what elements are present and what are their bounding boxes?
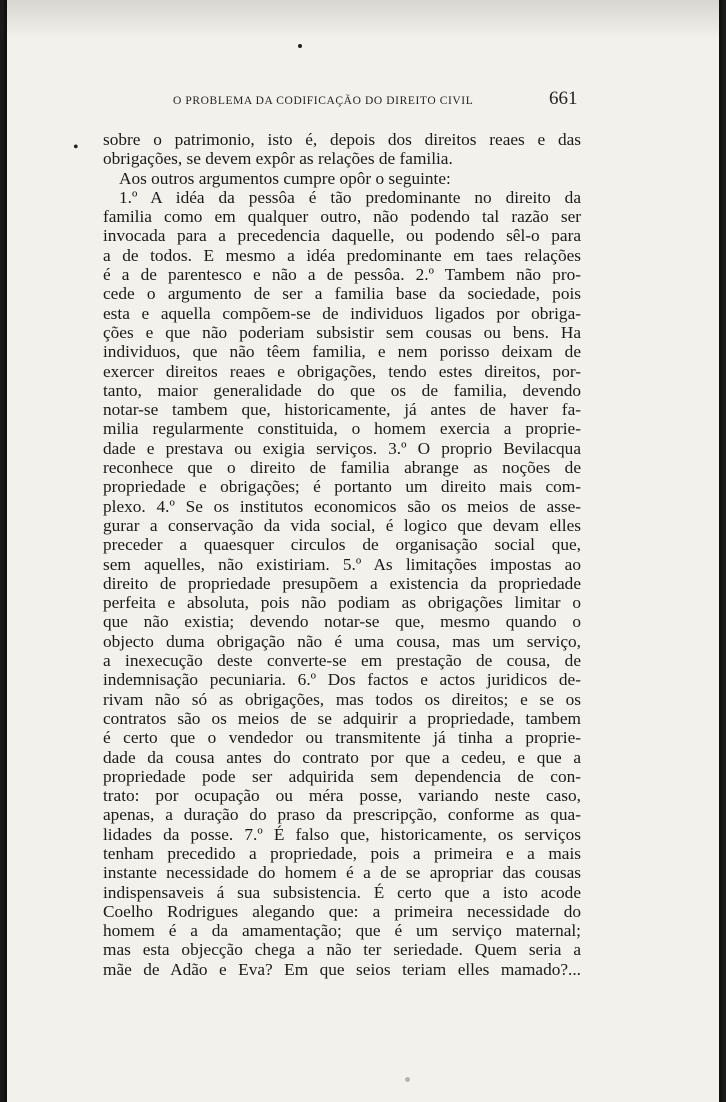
text-line: instante necessidade do homem é a de se apropriar das cousas [103, 863, 581, 883]
page-top-shadow [7, 0, 719, 40]
text-line: ções e que não poderiam subsistir sem cousas ou bens. Ha [103, 322, 581, 342]
text-line: reconhece que o direito de familia abrange as noções de [103, 458, 581, 478]
text-line: sobre o patrimonio, isto é, depois dos direitos reaes e das [103, 130, 581, 149]
text-line: é certo que o vendedor ou transmitente já tinha a proprie- [103, 728, 581, 748]
text-line: 1.º A idéa da pessôa é tão predominante no direito da [119, 187, 581, 207]
text-line: homem é a da amamentação; que é um serviço maternal; [103, 921, 581, 941]
text-line: dade e prestava ou exigia serviços. 3.º O proprio Bevilacqua [103, 438, 581, 458]
text-line: indemnisação pecuniaria. 6.º Dos factos e actos juridicos de- [103, 670, 581, 690]
text-line: tenham precedido a propriedade, pois a primeira e a mais [103, 843, 581, 863]
text-line: tanto, maior generalidade do que os de familia, devendo [103, 380, 581, 400]
text-line: apenas, a duração do praso da prescripção, conforme as qua- [103, 805, 581, 825]
text-line: direito de propriedade presupõem a existencia da propriedade [103, 573, 581, 593]
text-line: mãe de Adão e Eva? Em que seios teriam elles mamado?... [103, 959, 581, 979]
text-line: contratos são os meios de se adquirir a propriedade, tambem [103, 708, 581, 728]
text-line: milia regularmente constituida, o homem exercia a proprie- [103, 419, 581, 439]
text-line: é a de parentesco e não a de pessôa. 2.º Tambem não pro- [103, 265, 581, 285]
text-line: obrigações, se devem expôr as relações de familia. [103, 149, 453, 169]
text-line: rivam não só as obrigações, mas todos os direitos; e se os [103, 689, 581, 709]
text-line: indispensaveis á sua subsistencia. É certo que a isto acode [103, 882, 581, 902]
page-number: 661 [549, 88, 578, 109]
text-line: que não existia; devendo notar-se que, mesmo quando o [103, 612, 581, 632]
body-text [103, 130, 581, 979]
text-line: plexo. 4.º Se os institutos economicos são os meios de asse- [103, 496, 581, 516]
text-line: perfeita e absoluta, pois não podiam as obrigações limitar o [103, 593, 581, 613]
ink-dot [298, 44, 302, 48]
text-line: individuos, que não têem familia, e nem porisso deixam de [103, 342, 581, 362]
text-line: objecto duma obrigação não é uma cousa, mas um serviço, [103, 631, 581, 651]
book-page [4, 0, 722, 1102]
text-line: a de todos. E mesmo a idéa predominante em taes relações [103, 245, 581, 265]
text-line: Coelho Rodrigues alegando que: a primeira necessidade do [103, 901, 581, 921]
text-line: a inexecução deste converte-se em prestação de cousa, de [103, 651, 581, 671]
text-line: familia como em qualquer outro, não podendo tal razão ser [103, 207, 581, 227]
text-line: esta e aquella compõem-se de individuos ligados por obriga- [103, 303, 581, 323]
text-line: propriedade e obrigações; é portanto um direito mais com- [103, 477, 581, 497]
text-line: sem aquelles, não existiriam. 5.º As limitações impostas ao [103, 554, 581, 574]
text-line: exercer direitos reaes e obrigações, tendo estes direitos, por- [103, 361, 581, 381]
running-title: O PROBLEMA DA CODIFICAÇÃO DO DIREITO CIVIL [173, 95, 474, 107]
text-line: dade da cousa antes do contrato por que a cedeu, e que a [103, 747, 581, 767]
text-line: lidades da posse. 7.º É falso que, historicamente, os serviços [103, 824, 581, 844]
text-line: Aos outros argumentos cumpre opôr o seguinte: [119, 168, 451, 188]
paper-speck [405, 1077, 410, 1082]
text-line: cede o argumento de ser a familia base da sociedade, pois [103, 284, 581, 304]
text-line: invocada para a precedencia daquelle, ou podendo sêl-o para [103, 226, 581, 246]
text-line: gurar a conservação da vida social, é logico que devam elles [103, 515, 581, 535]
text-line: propriedade pode ser adquirida sem dependencia de con- [103, 766, 581, 786]
margin-mark: • [73, 139, 79, 156]
text-line: preceder a quaesquer circulos de organisação social que, [103, 535, 581, 555]
text-line: notar-se tambem que, historicamente, já antes de haver fa- [103, 400, 581, 420]
text-line: trato: por ocupação ou méra posse, variando neste caso, [103, 786, 581, 806]
text-line: mas esta objecção chega a não ter seriedade. Quem seria a [103, 940, 581, 960]
